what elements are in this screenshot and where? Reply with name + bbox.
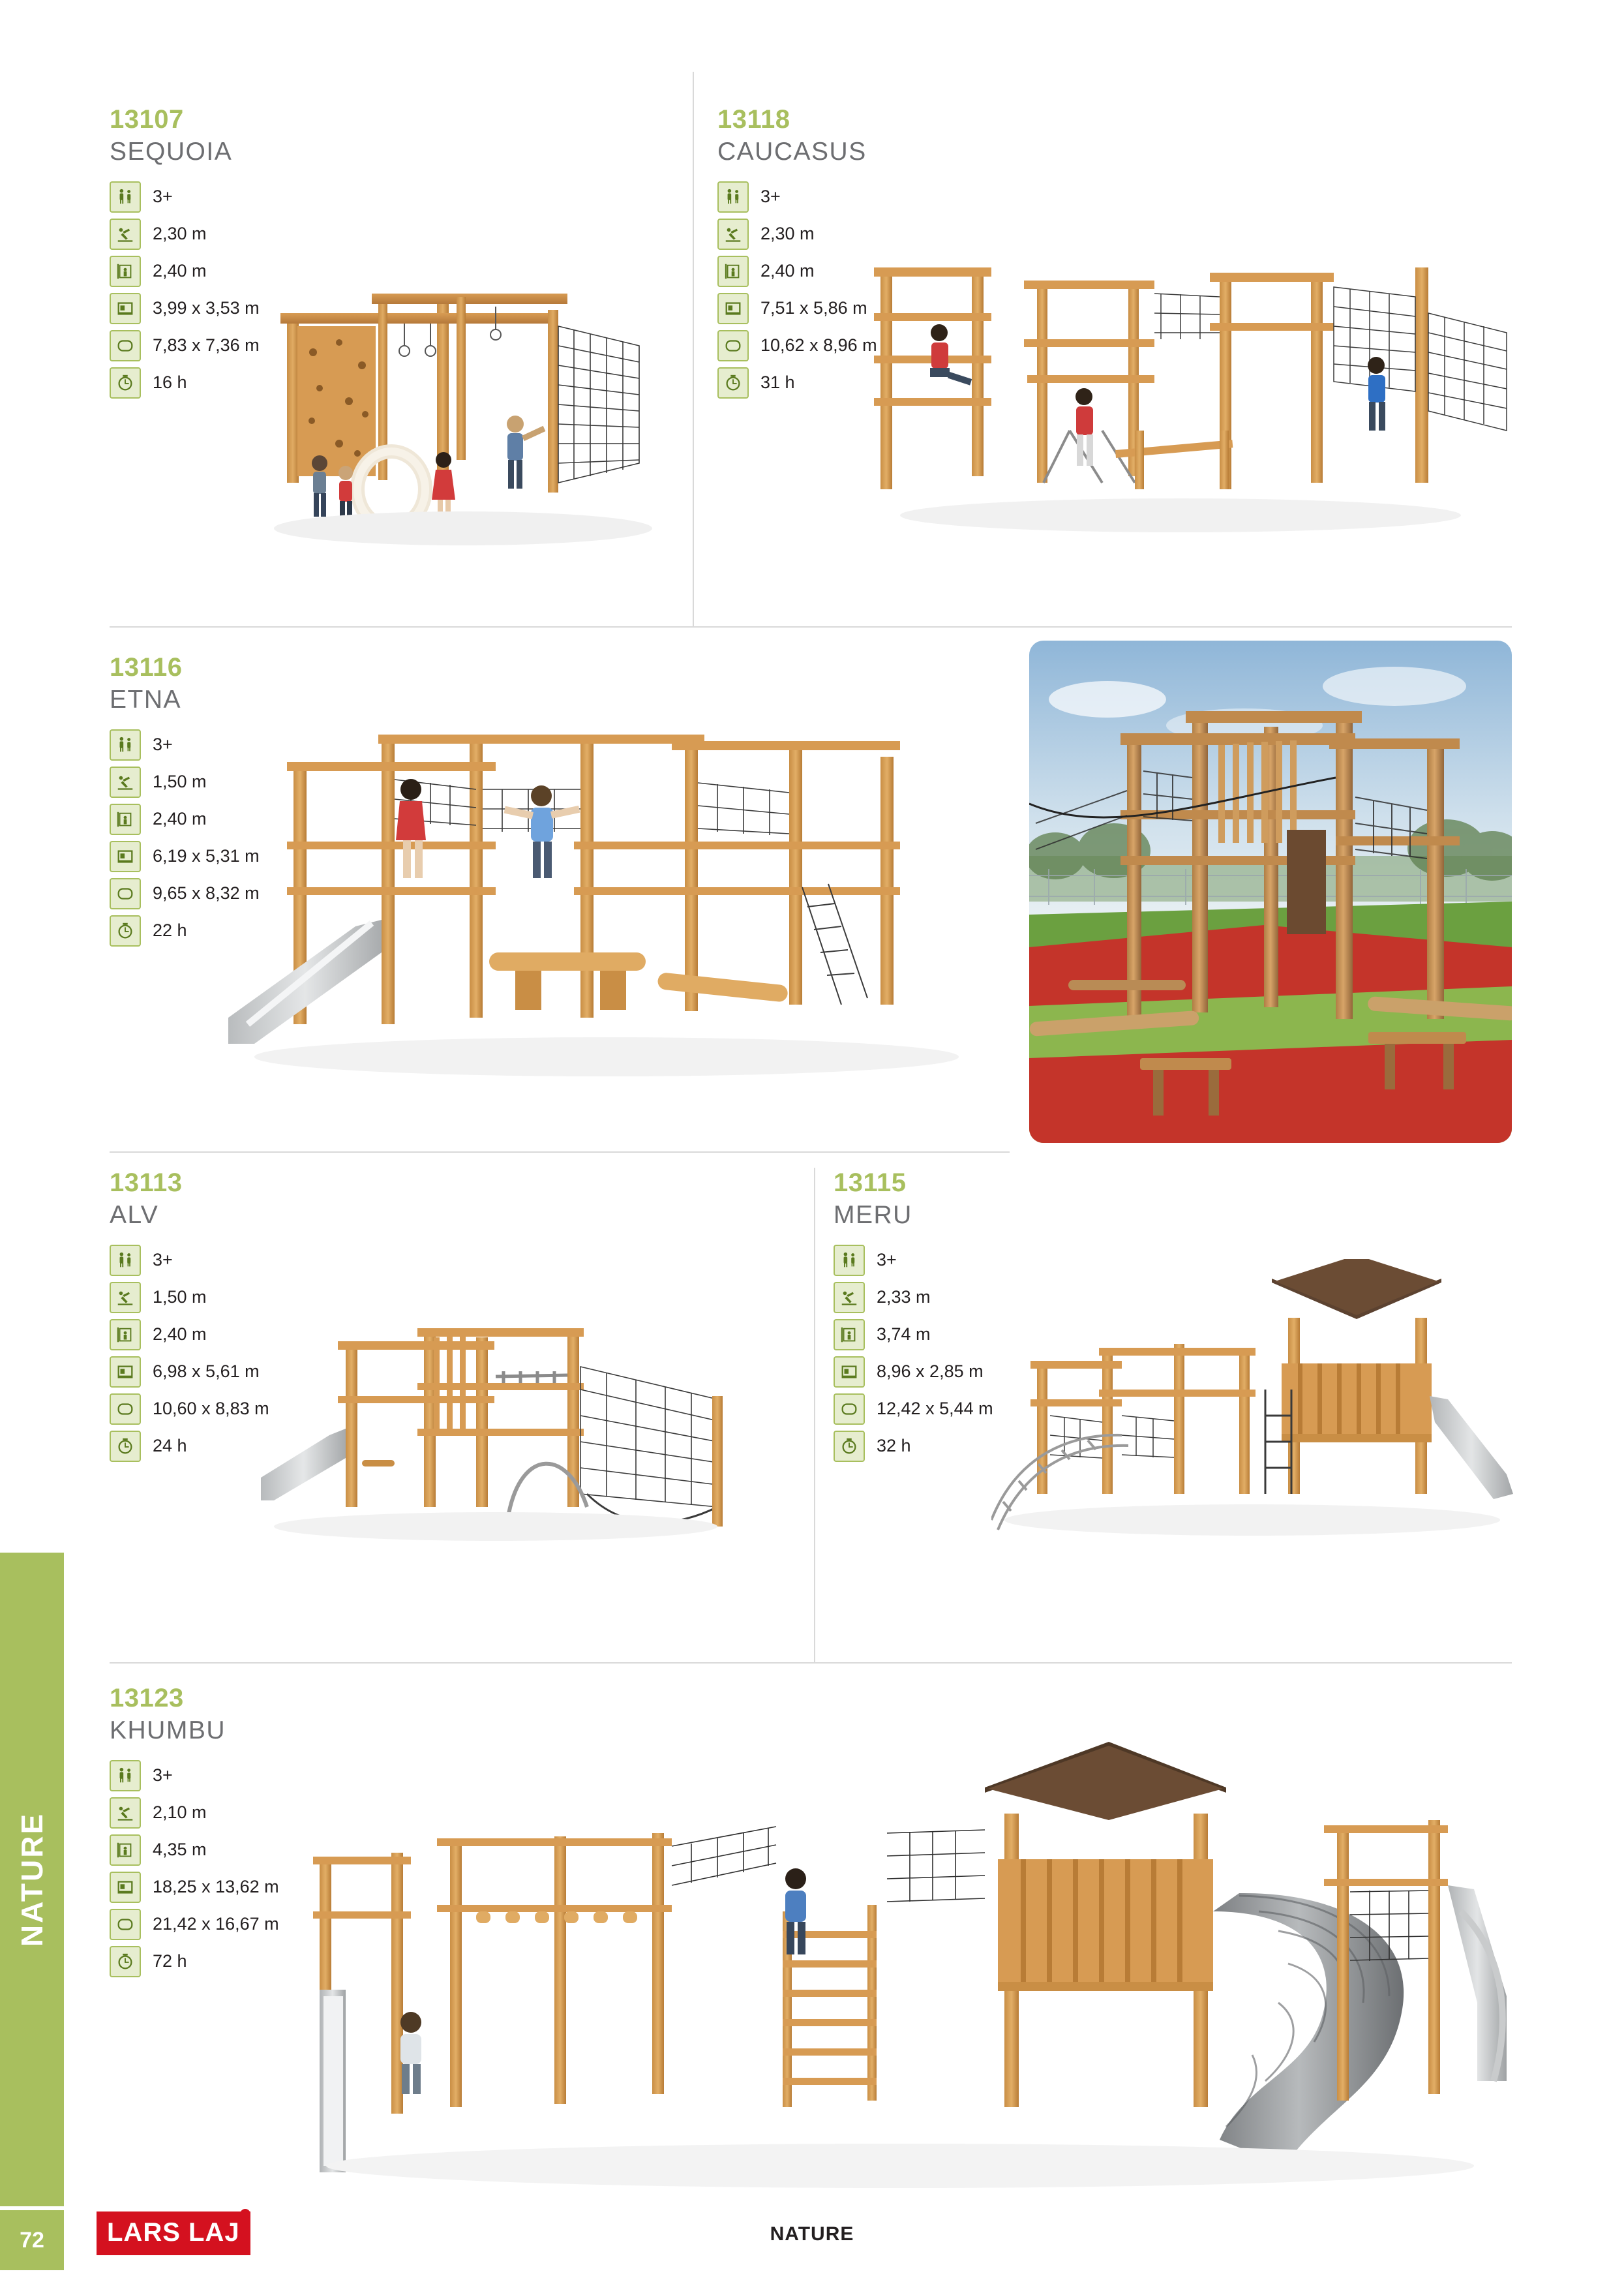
fall-height-icon <box>110 219 141 250</box>
product-name: CAUCASUS <box>717 138 867 166</box>
equipment-size-icon <box>110 841 141 872</box>
spec-value: 1,50 m <box>153 1287 207 1307</box>
spec-value: 3+ <box>153 1250 173 1270</box>
max-height-icon <box>717 256 749 287</box>
product-illustration-13113 <box>261 1298 770 1592</box>
section-tab-label: NATURE <box>15 1812 49 1947</box>
product-code: 13107 <box>110 105 184 134</box>
spec-value: 18,25 x 13,62 m <box>153 1877 279 1897</box>
product-code: 13116 <box>110 653 183 682</box>
product-name: ALV <box>110 1201 159 1229</box>
safety-area-icon <box>110 330 141 361</box>
spec-value: 10,60 x 8,83 m <box>153 1399 269 1419</box>
age-icon <box>110 1245 141 1276</box>
fall-height-icon <box>717 219 749 250</box>
spec-value: 10,62 x 8,96 m <box>760 335 877 356</box>
product-code: 13118 <box>717 105 790 134</box>
fall-height-icon <box>110 767 141 798</box>
equipment-size-icon <box>834 1356 865 1388</box>
installation-time-icon <box>110 367 141 399</box>
spec-value: 2,40 m <box>153 809 207 829</box>
spec-row-age <box>717 181 1252 213</box>
spec-value: 32 h <box>877 1436 911 1456</box>
divider <box>110 626 1512 628</box>
installation-photo <box>1029 641 1512 1143</box>
installation-time-icon <box>110 1946 141 1977</box>
spec-value: 16 h <box>153 372 187 393</box>
equipment-size-icon <box>110 293 141 324</box>
equipment-size-icon <box>110 1872 141 1903</box>
spec-value: 3+ <box>153 1765 173 1786</box>
age-icon <box>717 181 749 213</box>
spec-value: 22 h <box>153 920 187 941</box>
equipment-size-icon <box>110 1356 141 1388</box>
spec-value: 72 h <box>153 1951 187 1971</box>
spec-value: 2,40 m <box>153 261 207 281</box>
fall-height-icon <box>110 1797 141 1829</box>
installation-time-icon <box>110 1431 141 1462</box>
divider <box>110 1662 1512 1664</box>
fall-height-icon <box>110 1282 141 1313</box>
section-tab <box>0 1553 64 2206</box>
spec-value: 2,40 m <box>760 261 815 281</box>
product-name: MERU <box>834 1201 912 1229</box>
max-height-icon <box>834 1319 865 1350</box>
product-illustration-13116 <box>215 692 1017 1135</box>
max-height-icon <box>110 804 141 835</box>
safety-area-icon <box>717 330 749 361</box>
spec-value: 6,98 x 5,61 m <box>153 1361 260 1382</box>
age-icon <box>110 1760 141 1791</box>
age-icon <box>110 729 141 761</box>
page-footer <box>0 2204 1624 2295</box>
product-illustration-13115 <box>991 1259 1520 1598</box>
max-height-icon <box>110 256 141 287</box>
installation-time-icon <box>834 1431 865 1462</box>
safety-area-icon <box>834 1393 865 1425</box>
product-code: 13123 <box>110 1684 184 1712</box>
product-name: ETNA <box>110 686 182 714</box>
spec-value: 6,19 x 5,31 m <box>153 846 260 866</box>
spec-value: 24 h <box>153 1436 187 1456</box>
spec-value: 3+ <box>153 735 173 755</box>
spec-value: 7,83 x 7,36 m <box>153 335 260 356</box>
spec-value: 4,35 m <box>153 1840 207 1860</box>
equipment-size-icon <box>717 293 749 324</box>
product-name: KHUMBU <box>110 1716 226 1744</box>
product-name: SEQUOIA <box>110 138 233 166</box>
spec-value: 3+ <box>153 187 173 207</box>
brand-logo: LARS LAJ <box>97 2211 250 2255</box>
max-height-icon <box>110 1834 141 1866</box>
spec-value: 12,42 x 5,44 m <box>877 1399 993 1419</box>
product-code: 13115 <box>834 1168 907 1197</box>
spec-value: 8,96 x 2,85 m <box>877 1361 984 1382</box>
spec-value: 3+ <box>877 1250 897 1270</box>
divider <box>814 1168 815 1664</box>
spec-value: 3+ <box>760 187 781 207</box>
spec-value: 2,33 m <box>877 1287 931 1307</box>
spec-row-age <box>110 181 644 213</box>
fall-height-icon <box>834 1282 865 1313</box>
spec-row-fall-height <box>110 218 644 251</box>
spec-value: 2,10 m <box>153 1802 207 1823</box>
product-illustration-13107 <box>241 248 698 594</box>
spec-value: 1,50 m <box>153 772 207 792</box>
spec-value: 3,99 x 3,53 m <box>153 298 260 318</box>
spec-value: 2,30 m <box>153 224 207 244</box>
spec-value: 2,30 m <box>760 224 815 244</box>
safety-area-icon <box>110 1393 141 1425</box>
spec-value: 9,65 x 8,32 m <box>153 883 260 904</box>
product-illustration-13118 <box>854 235 1520 600</box>
spec-value: 7,51 x 5,86 m <box>760 298 867 318</box>
spec-value: 21,42 x 16,67 m <box>153 1914 279 1934</box>
divider <box>110 1151 1010 1153</box>
age-icon <box>834 1245 865 1276</box>
max-height-icon <box>110 1319 141 1350</box>
product-code: 13113 <box>110 1168 183 1197</box>
product-illustration-13123 <box>280 1716 1520 2225</box>
spec-value: 2,40 m <box>153 1324 207 1345</box>
footer-section-label: NATURE <box>770 2223 854 2245</box>
installation-time-icon <box>110 915 141 947</box>
safety-area-icon <box>110 878 141 909</box>
brand-registered-mark <box>240 2209 250 2219</box>
installation-time-icon <box>717 367 749 399</box>
age-icon <box>110 181 141 213</box>
safety-area-icon <box>110 1909 141 1940</box>
spec-value: 3,74 m <box>877 1324 931 1345</box>
page-number: 72 <box>0 2210 64 2270</box>
spec-value: 31 h <box>760 372 795 393</box>
spec-row-age <box>110 1244 566 1277</box>
